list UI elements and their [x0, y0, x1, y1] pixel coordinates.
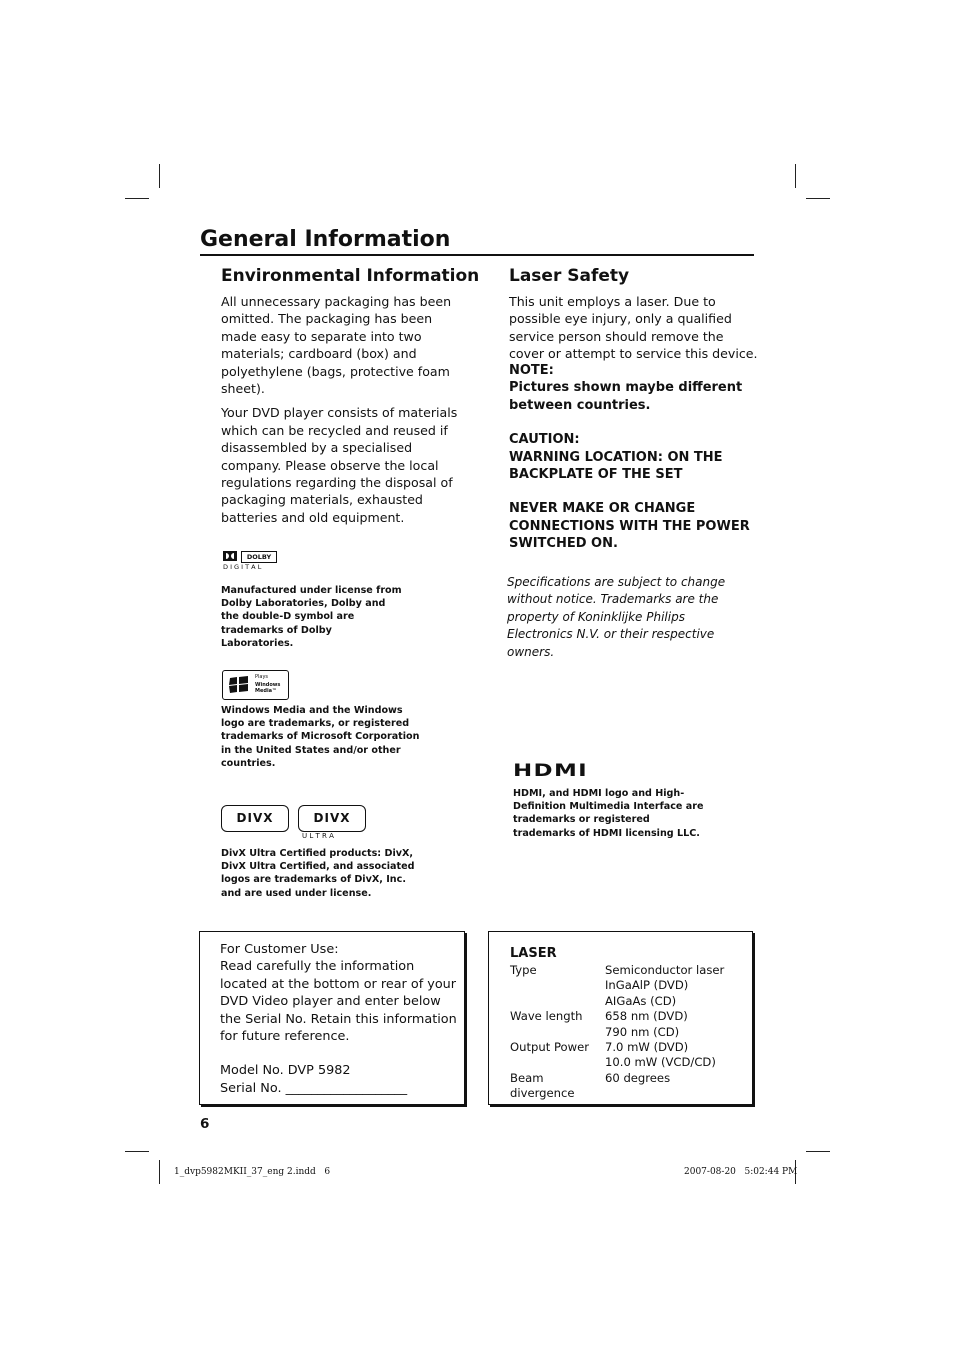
page-number: 6	[200, 1116, 210, 1132]
crop-mark	[806, 198, 830, 199]
laser-spec-table	[510, 963, 724, 1102]
laser-safety-text: This unit employs a laser. Due to possible eye injury, only a qualified service person should remove the cover or attempt to service this device.	[509, 294, 758, 362]
customer-use-content	[220, 941, 462, 1097]
windows-media-line2: Windows	[255, 682, 281, 688]
specifications-note: Specifications are subject to change without notice. Trademarks are the property of Koninklijke Philips Electronics N.V. or their respective owners.	[507, 575, 726, 659]
laser-spec-key: Output Power	[510, 1040, 590, 1055]
windows-media-logo	[222, 670, 289, 700]
environmental-heading: Environmental Information	[221, 266, 480, 286]
caution-text: WARNING LOCATION: ON THE BACKPLATE OF THE SET	[509, 449, 723, 483]
laser-spec-row	[510, 994, 724, 1009]
laser-spec-key: Wave length	[510, 1009, 583, 1024]
hdmi-logo: HDMI	[513, 761, 589, 781]
laser-spec-key	[510, 994, 605, 1009]
divx-ultra-wordmark: DIVX	[313, 811, 351, 825]
model-number: Model No. DVP 5982	[220, 1063, 351, 1079]
customer-use-box	[199, 931, 465, 1105]
laser-spec-key	[510, 1055, 605, 1070]
crop-mark	[125, 198, 149, 199]
laser-spec-value: 7.0 mW (DVD)	[605, 1040, 689, 1055]
laser-spec-key	[510, 1025, 605, 1040]
windows-flag-icon	[228, 675, 250, 695]
laser-spec-value: 658 nm (DVD)	[605, 1009, 688, 1024]
crop-mark	[806, 1151, 830, 1152]
laser-spec-heading: LASER	[510, 946, 557, 961]
environmental-paragraph-2: Your DVD player consists of materials which can be recycled and reused if disassembled by a specialised company. Please observe the local regulations regarding the disposal of packaging materials, exhausted batteries and old equipment.	[221, 405, 458, 525]
divx-logo	[221, 805, 289, 832]
dolby-double-d-icon	[223, 551, 237, 561]
footer-file-name: 1_dvp5982MKII_37_eng 2.indd 6	[174, 1167, 331, 1177]
laser-spec-value: 60 degrees	[605, 1070, 671, 1085]
serial-number: Serial No. ___________________	[220, 1080, 408, 1096]
crop-mark	[159, 1160, 160, 1184]
dolby-digital-logo	[221, 550, 279, 572]
crop-mark	[159, 164, 160, 188]
laser-spec-row	[510, 1009, 724, 1024]
laser-spec-row	[510, 1055, 724, 1070]
environmental-text	[221, 293, 471, 533]
note-label: NOTE:	[509, 363, 554, 378]
laser-safety-heading: Laser Safety	[509, 266, 630, 286]
windows-media-line1: Plays	[255, 674, 269, 680]
divx-ultra-text: U L T R A	[302, 832, 334, 840]
footer-timestamp: 2007-08-20 5:02:44 PM	[684, 1167, 798, 1177]
windows-media-caption: Windows Media and the Windows logo are trademarks, or registered trademarks of Microsoft Corporation in the United States and/or other countries.	[221, 705, 420, 769]
laser-spec-key: Type	[510, 963, 537, 977]
laser-spec-row	[510, 1040, 724, 1055]
laser-spec-row	[510, 1071, 724, 1102]
laser-spec-value: Semiconductor laser	[605, 963, 725, 977]
environmental-paragraph-1: All unnecessary packaging has been omitted. The packaging has been made easy to separate into two materials; cardboard (box) and polyethylene (bags, protective foam sheet).	[221, 294, 452, 397]
laser-spec-key	[510, 978, 605, 993]
laser-spec-value: AIGaAs (CD)	[605, 993, 677, 1008]
divx-caption: DivX Ultra Certified products: DivX, DivX Ultra Certified, and associated logos are trademarks of DivX, Inc. and are used under license.	[221, 848, 415, 899]
dolby-digital-text: D I G I T A L	[223, 563, 262, 571]
divx-wordmark: DIVX	[236, 811, 274, 825]
laser-spec-value: 790 nm (CD)	[605, 1024, 680, 1039]
laser-spec-key: Beam divergence	[510, 1070, 575, 1101]
caution-label: CAUTION:	[509, 432, 580, 448]
never-text: NEVER MAKE OR CHANGE CONNECTIONS WITH THE POWER SWITCHED ON.	[509, 501, 750, 552]
hdmi-caption: HDMI, and HDMI logo and High-Definition Multimedia Interface are trademarks or registered trademarks of HDMI licensing LLC.	[513, 788, 704, 839]
windows-media-line3: Media™	[255, 688, 278, 694]
dolby-caption: Manufactured under license from Dolby Laboratories, Dolby and the double-D symbol are trademarks of Dolby Laboratories.	[221, 585, 402, 649]
crop-mark	[795, 164, 796, 188]
page-title: General Information	[200, 226, 754, 256]
laser-spec-box	[488, 931, 753, 1105]
note-text: Pictures shown maybe different between countries.	[509, 380, 743, 413]
laser-safety-notes	[509, 362, 759, 570]
divx-ultra-logo	[298, 805, 366, 832]
laser-spec-row	[510, 1025, 724, 1040]
laser-spec-value: 10.0 mW (VCD/CD)	[605, 1055, 716, 1070]
laser-spec-row	[510, 963, 724, 978]
dolby-wordmark: DOLBY	[241, 551, 277, 563]
customer-use-text: Read carefully the information located at the bottom or rear of your DVD Video player and enter below the Serial No. Retain this information for future reference.	[220, 959, 457, 1045]
laser-spec-row	[510, 978, 724, 993]
customer-use-heading: For Customer Use:	[220, 942, 339, 957]
laser-spec-value: InGaAlP (DVD)	[605, 978, 689, 993]
crop-mark	[125, 1151, 149, 1152]
